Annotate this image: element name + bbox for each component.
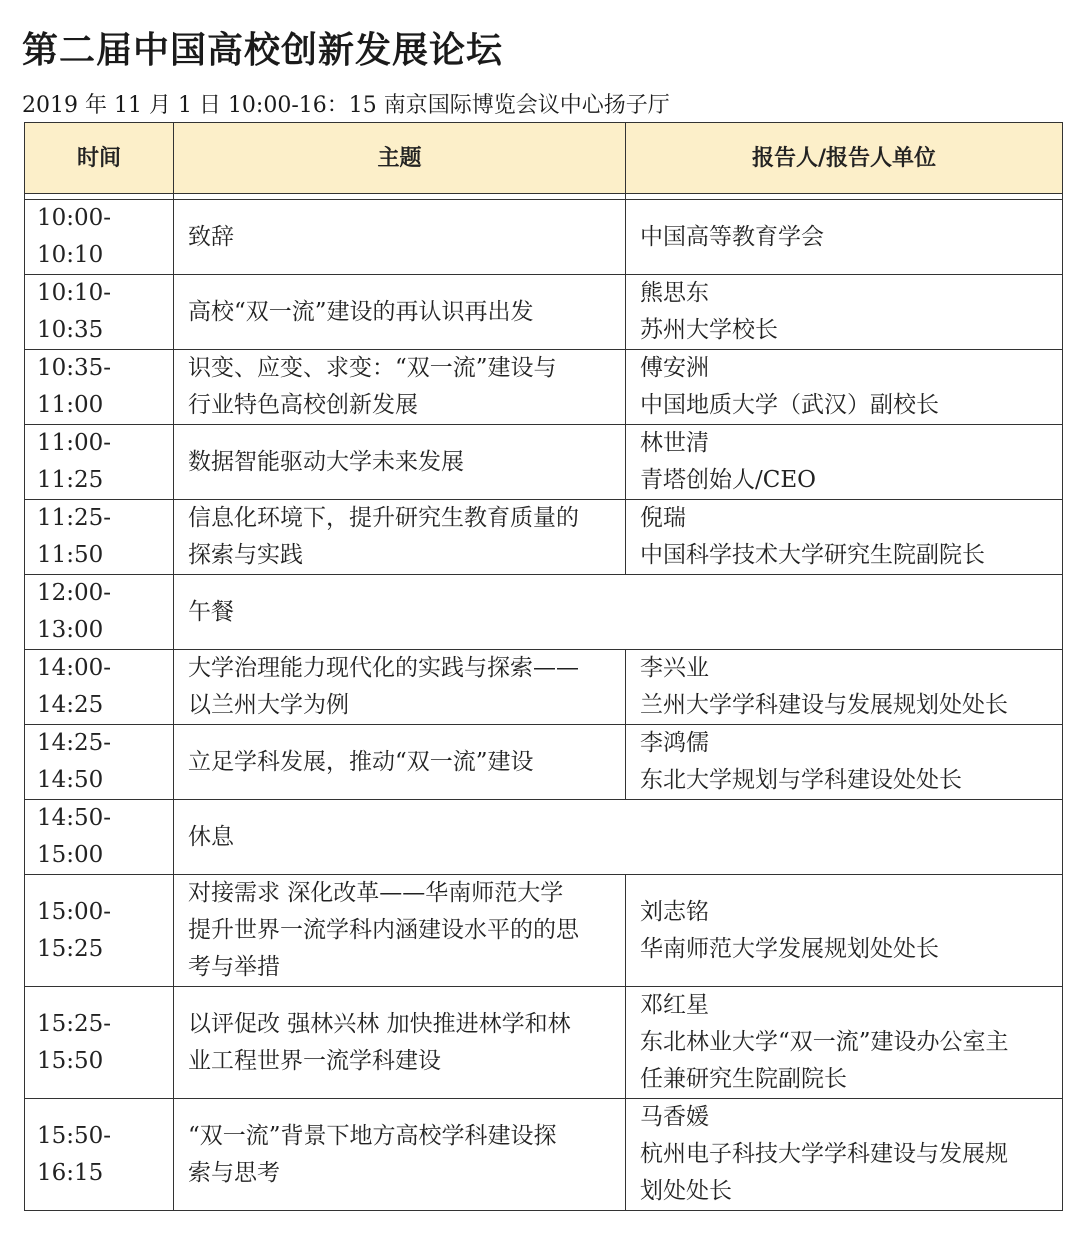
speaker-affiliation: 青塔创始人/CEO — [640, 467, 816, 493]
speaker-affiliation: 苏州大学校长 — [640, 317, 778, 343]
speaker-name: 倪瑞 — [640, 505, 686, 531]
time-end: 11:00 — [37, 392, 104, 418]
topic-cell — [174, 350, 626, 425]
time-cell — [25, 800, 174, 875]
topic-cell — [174, 650, 626, 725]
topic-text: 提升世界一流学科内涵建设水平的的思 — [188, 917, 579, 943]
topic-text: 考与举措 — [188, 954, 280, 980]
time-end: 11:25 — [37, 467, 104, 493]
time-start: 11:00- — [37, 430, 112, 456]
topic-text: 休息 — [188, 823, 234, 850]
topic-text: 探索与实践 — [188, 542, 303, 568]
table-row — [25, 200, 1063, 275]
speaker-cell — [626, 500, 1063, 575]
time-cell — [25, 987, 174, 1099]
time-start: 10:35- — [37, 355, 112, 381]
header-speaker: 报告人/报告人单位 — [626, 123, 1063, 194]
speaker-affiliation: 划处处长 — [640, 1178, 732, 1204]
speaker-affiliation: 中国科学技术大学研究生院副院长 — [640, 542, 985, 568]
topic-text: 识变、应变、求变：“双一流”建设与 — [188, 355, 557, 381]
speaker-affiliation: 任兼研究生院副院长 — [640, 1066, 847, 1092]
time-start: 10:00- — [37, 205, 112, 231]
topic-cell — [174, 800, 1063, 875]
topic-cell — [174, 1099, 626, 1211]
time-end: 10:10 — [37, 242, 104, 268]
time-start: 14:50- — [37, 805, 112, 831]
time-cell — [25, 275, 174, 350]
speaker-cell — [626, 650, 1063, 725]
page-title: 第二届中国高校创新发展论坛 — [22, 30, 504, 71]
topic-text: 大学治理能力现代化的实践与探索—— — [188, 655, 579, 681]
time-end: 16:15 — [37, 1159, 104, 1186]
speaker-name: 林世清 — [640, 430, 709, 456]
time-start: 11:25- — [37, 505, 112, 531]
time-start: 15:25- — [37, 1010, 112, 1037]
topic-text: 立足学科发展，推动“双一流”建设 — [188, 748, 534, 775]
speaker-affiliation: 东北林业大学“双一流”建设办公室主 — [640, 1029, 1009, 1055]
time-end: 15:00 — [37, 842, 104, 868]
speaker-cell — [626, 275, 1063, 350]
time-cell — [25, 575, 174, 650]
topic-text: 高校“双一流”建设的再认识再出发 — [188, 298, 534, 325]
speaker-name: 邓红星 — [640, 992, 709, 1018]
topic-text: 以兰州大学为例 — [188, 692, 349, 718]
table-row — [25, 875, 1063, 987]
time-end: 13:00 — [37, 617, 104, 643]
table-row — [25, 987, 1063, 1099]
speaker-affiliation: 中国地质大学（武汉）副校长 — [640, 392, 939, 418]
time-cell — [25, 725, 174, 800]
topic-text: 信息化环境下，提升研究生教育质量的 — [188, 505, 579, 531]
topic-cell — [174, 987, 626, 1099]
header-time: 时间 — [25, 123, 174, 194]
time-end: 15:50 — [37, 1047, 104, 1074]
speaker-affiliation: 华南师范大学发展规划处处长 — [640, 935, 939, 962]
topic-text: 业工程世界一流学科建设 — [188, 1047, 441, 1074]
time-end: 15:25 — [37, 935, 104, 962]
topic-cell — [174, 575, 1063, 650]
speaker-affiliation: 杭州电子科技大学学科建设与发展规 — [640, 1141, 1008, 1167]
time-start: 14:00- — [37, 655, 112, 681]
table-row — [25, 500, 1063, 575]
time-start: 12:00- — [37, 580, 112, 606]
topic-cell — [174, 725, 626, 800]
speaker-cell — [626, 875, 1063, 987]
speaker-name: 刘志铭 — [640, 898, 709, 925]
time-cell — [25, 650, 174, 725]
topic-cell — [174, 200, 626, 275]
speaker-affiliation: 兰州大学学科建设与发展规划处处长 — [640, 692, 1008, 718]
speaker-cell — [626, 725, 1063, 800]
table-row — [25, 650, 1063, 725]
topic-text: 行业特色高校创新发展 — [188, 392, 418, 418]
table-row — [25, 800, 1063, 875]
time-end: 14:50 — [37, 767, 104, 793]
time-start: 15:50- — [37, 1122, 112, 1149]
topic-text: 午餐 — [188, 598, 234, 625]
topic-text: 致辞 — [188, 223, 234, 250]
table-row — [25, 425, 1063, 500]
time-start: 10:10- — [37, 280, 112, 306]
header-row — [25, 123, 1063, 194]
speaker-name: 马香媛 — [640, 1104, 709, 1130]
topic-text: “双一流”背景下地方高校学科建设探 — [188, 1122, 557, 1149]
topic-text: 对接需求 深化改革——华南师范大学 — [188, 880, 564, 906]
speaker-affiliation: 东北大学规划与学科建设处处长 — [640, 767, 962, 793]
time-cell — [25, 200, 174, 275]
topic-cell — [174, 275, 626, 350]
speaker-cell — [626, 200, 1063, 275]
speaker-cell — [626, 987, 1063, 1099]
time-cell — [25, 500, 174, 575]
header-topic: 主题 — [174, 123, 626, 194]
speaker-cell — [626, 425, 1063, 500]
time-start: 15:00- — [37, 898, 112, 925]
table-row — [25, 275, 1063, 350]
table-row — [25, 1099, 1063, 1211]
schedule-body — [25, 194, 1063, 1211]
time-cell — [25, 1099, 174, 1211]
speaker-name: 李鸿儒 — [640, 730, 709, 756]
table-row — [25, 575, 1063, 650]
speaker-cell — [626, 1099, 1063, 1211]
table-row — [25, 350, 1063, 425]
time-cell — [25, 875, 174, 987]
time-end: 11:50 — [37, 542, 104, 568]
event-date-venue: 2019 年 11 月 1 日 10:00-16：15 南京国际博览会议中心扬子厅 — [22, 93, 670, 118]
time-start: 14:25- — [37, 730, 112, 756]
table-row — [25, 725, 1063, 800]
topic-text: 以评促改 强林兴林 加快推进林学和林 — [188, 1010, 571, 1037]
schedule-table — [24, 122, 1063, 1211]
speaker-name: 傅安洲 — [640, 355, 709, 381]
speaker-cell — [626, 350, 1063, 425]
speaker-name: 中国高等教育学会 — [640, 223, 824, 250]
time-end: 14:25 — [37, 692, 104, 718]
topic-cell — [174, 500, 626, 575]
time-cell — [25, 350, 174, 425]
speaker-name: 熊思东 — [640, 280, 709, 306]
time-cell — [25, 425, 174, 500]
topic-cell — [174, 425, 626, 500]
time-end: 10:35 — [37, 317, 104, 343]
speaker-name: 李兴业 — [640, 655, 709, 681]
topic-text: 数据智能驱动大学未来发展 — [188, 448, 464, 475]
topic-cell — [174, 875, 626, 987]
topic-text: 索与思考 — [188, 1159, 280, 1186]
